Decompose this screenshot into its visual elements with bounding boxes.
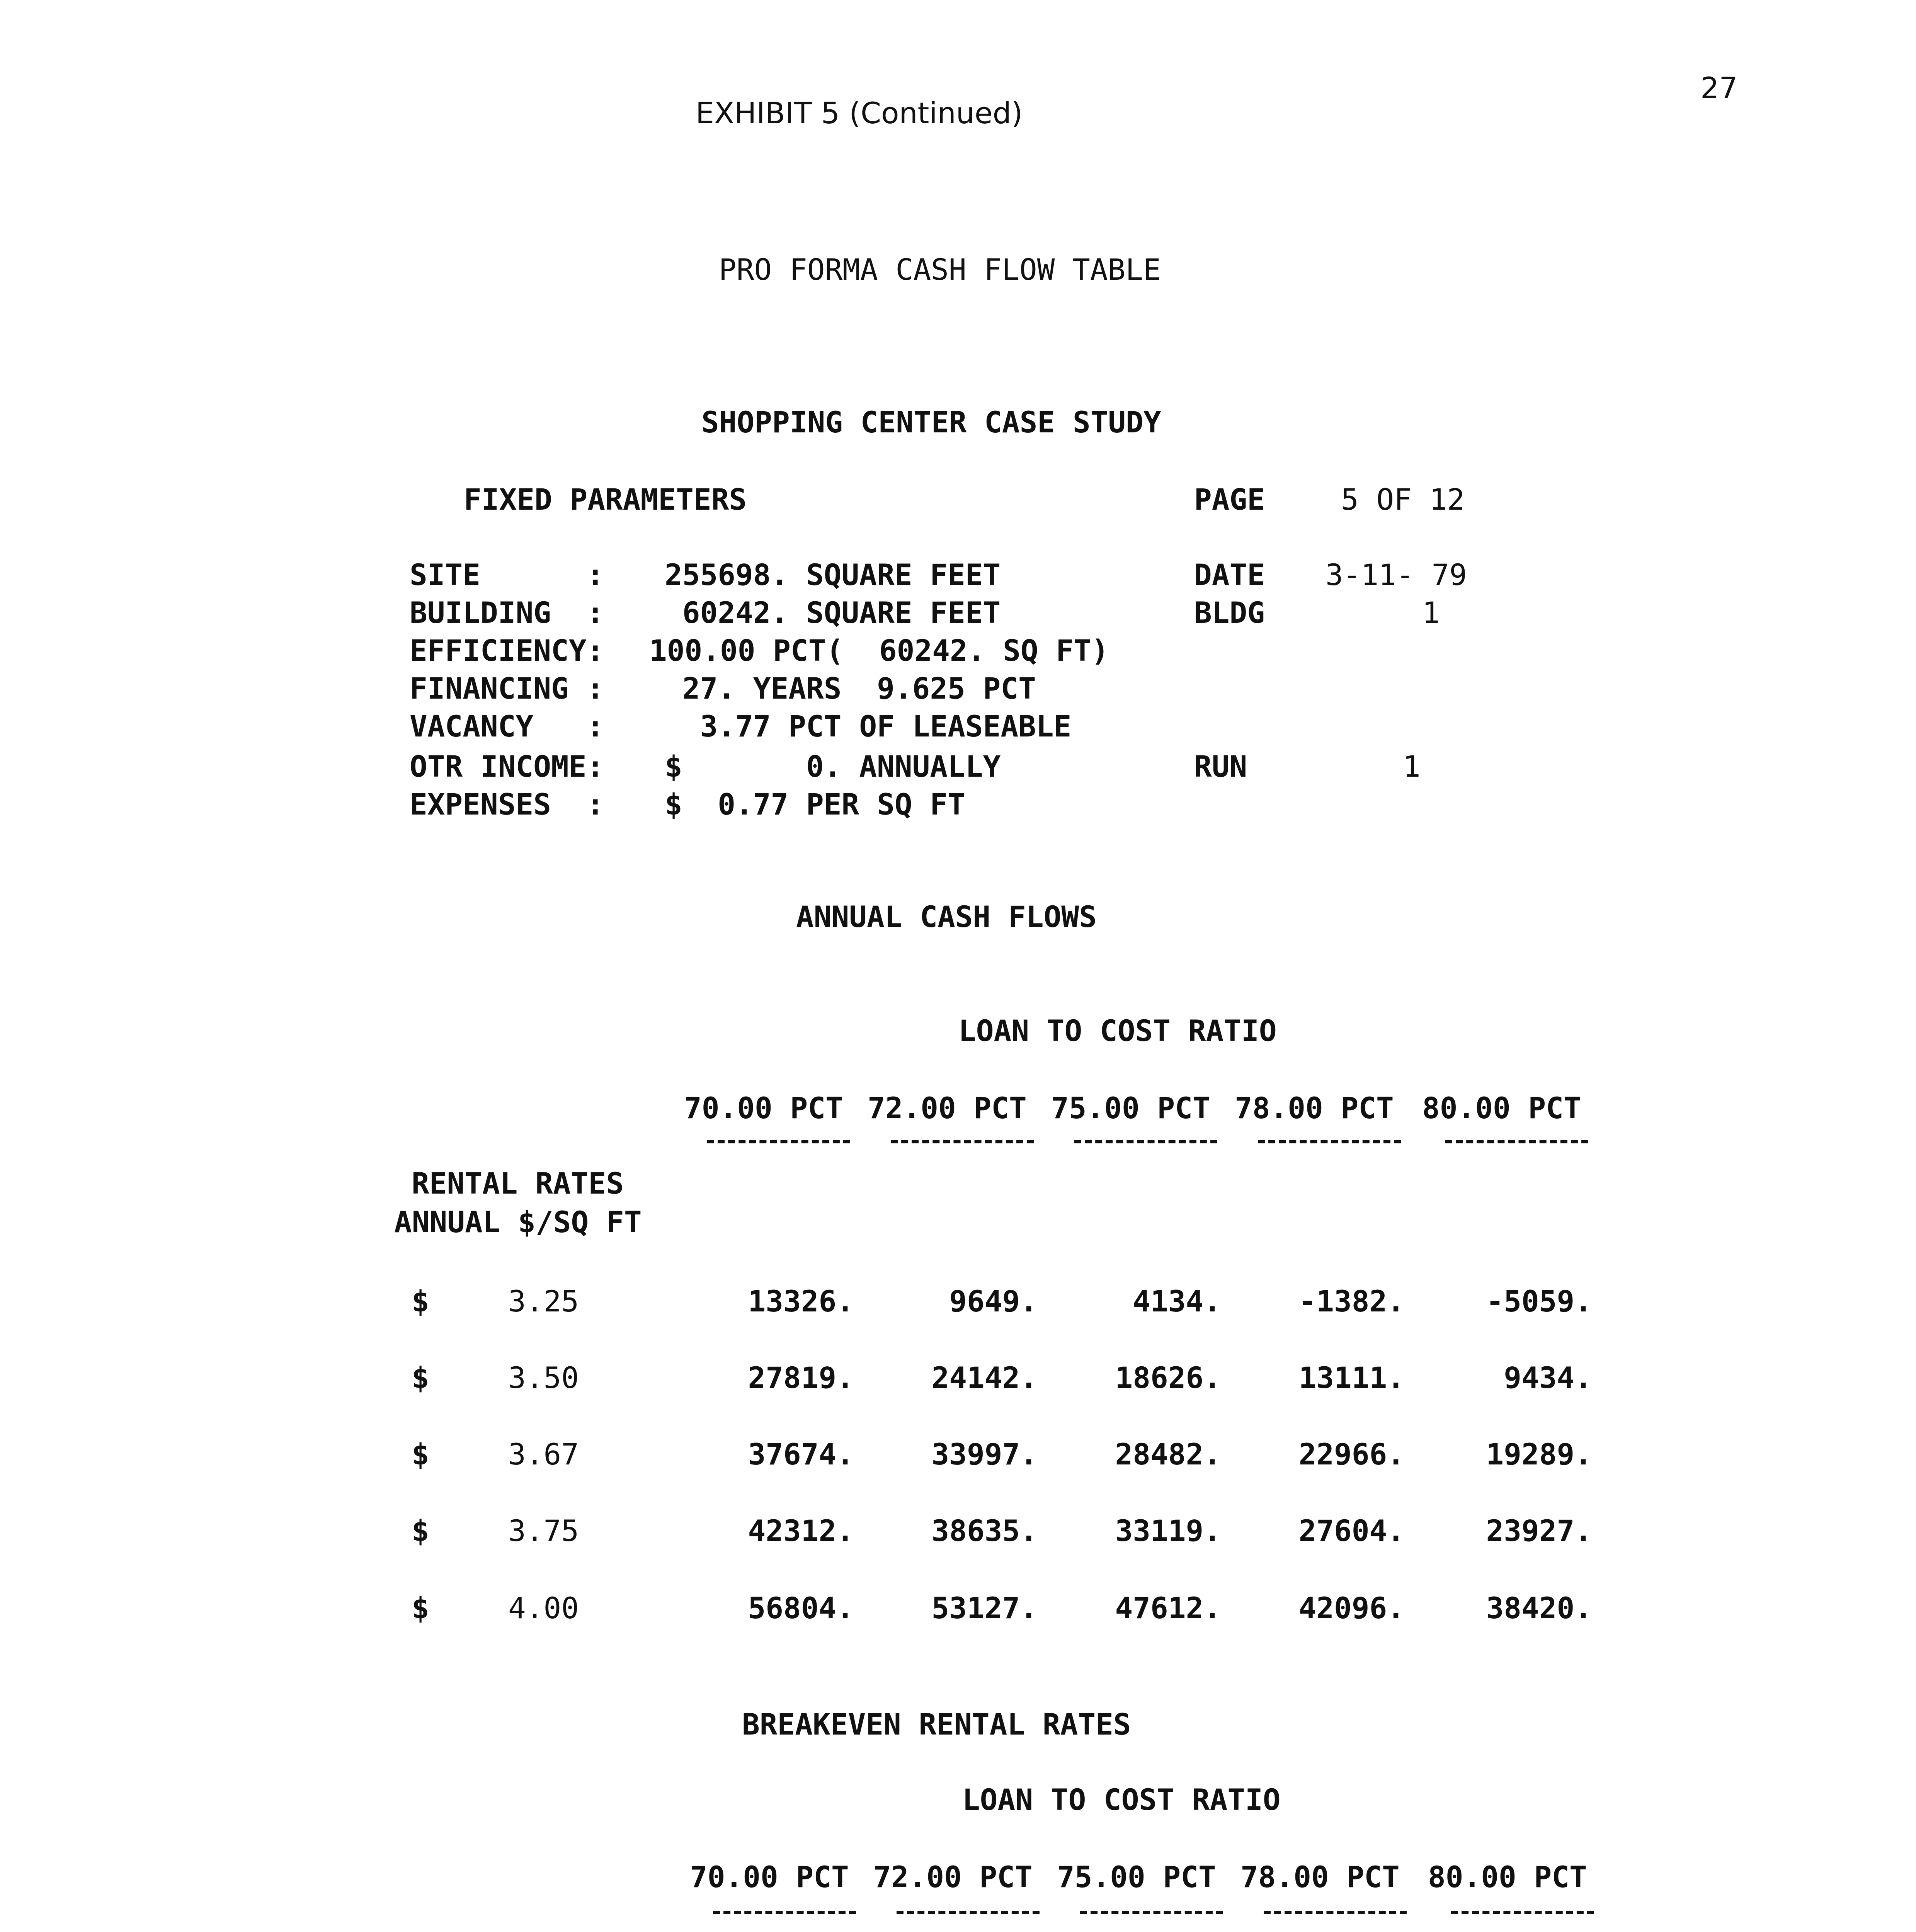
parameter-value: $ 0. ANNUALLY — [665, 749, 1001, 784]
parameter-label: EXPENSES : — [410, 787, 604, 821]
parameter-label: EFFICIENCY: — [410, 633, 604, 668]
table-cell: 9649. — [949, 1284, 1038, 1318]
column-header: 78.00 PCT — [1240, 1860, 1400, 1894]
divider — [1074, 1140, 1217, 1143]
column-header: 75.00 PCT — [1057, 1860, 1216, 1894]
rental-rate: 3.25 — [508, 1284, 579, 1318]
parameter-label: FINANCING : — [410, 671, 604, 706]
parameter-label: BUILDING : — [410, 595, 604, 630]
exhibit-title: EXHIBIT 5 (Continued) — [696, 96, 1023, 130]
currency-symbol: $ — [412, 1514, 429, 1548]
table-cell: 33997. — [931, 1437, 1038, 1471]
currency-symbol: $ — [412, 1591, 429, 1625]
date-label: DATE — [1194, 558, 1265, 592]
column-header: 75.00 PCT — [1051, 1091, 1210, 1125]
breakeven-section-title: BREAKEVEN RENTAL RATES — [742, 1707, 1131, 1742]
table-cell: 24142. — [931, 1361, 1038, 1395]
case-title: SHOPPING CENTER CASE STUDY — [701, 405, 1161, 439]
parameter-label: OTR INCOME: — [410, 749, 604, 784]
table-cell: 47612. — [1115, 1591, 1221, 1625]
rental-rate: 3.50 — [508, 1361, 579, 1395]
table-cell: -1382. — [1298, 1284, 1405, 1318]
table-cell: 13111. — [1298, 1361, 1405, 1395]
column-header: 80.00 PCT — [1422, 1091, 1581, 1125]
parameter-value: 100.00 PCT( 60242. SQ FT) — [649, 633, 1109, 668]
page-value: 5 OF 12 — [1341, 482, 1465, 517]
currency-symbol: $ — [412, 1284, 429, 1318]
parameter-value: 60242. SQUARE FEET — [665, 595, 1001, 630]
page-number: 27 — [1700, 71, 1738, 105]
table-cell: 33119. — [1115, 1514, 1221, 1548]
currency-symbol: $ — [412, 1437, 429, 1471]
fixed-parameters-label: FIXED PARAMETERS — [464, 482, 747, 517]
table-cell: 18626. — [1115, 1361, 1221, 1395]
table-cell: 22966. — [1298, 1437, 1405, 1471]
parameter-value: $ 0.77 PER SQ FT — [665, 787, 965, 821]
divider — [897, 1911, 1040, 1914]
table-cell: 42312. — [748, 1514, 854, 1548]
table-cell: 9434. — [1504, 1361, 1592, 1395]
column-header: 72.00 PCT — [868, 1091, 1027, 1125]
annual-section-title: ANNUAL CASH FLOWS — [796, 900, 1097, 934]
rental-rate: 3.75 — [508, 1514, 579, 1548]
page-label: PAGE — [1194, 482, 1265, 517]
column-header: 70.00 PCT — [690, 1860, 849, 1894]
table-cell: 23927. — [1486, 1514, 1592, 1548]
table-cell: 37674. — [748, 1437, 854, 1471]
table-cell: 28482. — [1115, 1437, 1221, 1471]
divider — [891, 1140, 1034, 1143]
table-cell: 13326. — [748, 1284, 854, 1318]
table-cell: 27819. — [748, 1361, 854, 1395]
table-cell: 38635. — [931, 1514, 1038, 1548]
row-header-line-2: ANNUAL $/SQ FT — [394, 1205, 642, 1239]
parameter-value: 3.77 PCT OF LEASEABLE — [665, 709, 1072, 743]
divider — [1264, 1911, 1407, 1914]
bldg-value: 1 — [1422, 595, 1440, 630]
column-header: 78.00 PCT — [1235, 1091, 1394, 1125]
table-cell: 38420. — [1486, 1591, 1592, 1625]
divider — [1451, 1911, 1594, 1914]
table-cell: 42096. — [1298, 1591, 1405, 1625]
breakeven-ratio-label: LOAN TO COST RATIO — [962, 1782, 1281, 1817]
divider — [1445, 1140, 1588, 1143]
date-value: 3-11- 79 — [1326, 558, 1467, 592]
rental-rate: 4.00 — [508, 1591, 579, 1625]
run-value: 1 — [1403, 749, 1421, 784]
table-cell: 27604. — [1298, 1514, 1405, 1548]
bldg-label: BLDG — [1194, 595, 1265, 630]
annual-ratio-label: LOAN TO COST RATIO — [958, 1014, 1277, 1048]
row-header-line-1: RENTAL RATES — [412, 1166, 624, 1201]
table-cell: -5059. — [1486, 1284, 1592, 1318]
parameter-value: 27. YEARS 9.625 PCT — [665, 671, 1036, 706]
divider — [713, 1911, 856, 1914]
table-cell: 56804. — [748, 1591, 854, 1625]
divider — [707, 1140, 850, 1143]
column-header: 72.00 PCT — [873, 1860, 1033, 1894]
column-header: 80.00 PCT — [1428, 1860, 1587, 1894]
column-header: 70.00 PCT — [684, 1091, 843, 1125]
table-cell: 19289. — [1486, 1437, 1592, 1471]
table-cell: 53127. — [931, 1591, 1038, 1625]
parameter-label: SITE : — [410, 558, 604, 592]
table-title: PRO FORMA CASH FLOW TABLE — [719, 252, 1161, 287]
divider — [1080, 1911, 1223, 1914]
parameter-value: 255698. SQUARE FEET — [665, 558, 1001, 592]
divider — [1258, 1140, 1401, 1143]
currency-symbol: $ — [412, 1361, 429, 1395]
run-label: RUN — [1194, 749, 1247, 784]
table-cell: 4134. — [1133, 1284, 1221, 1318]
parameter-label: VACANCY : — [410, 709, 604, 743]
rental-rate: 3.67 — [508, 1437, 579, 1471]
